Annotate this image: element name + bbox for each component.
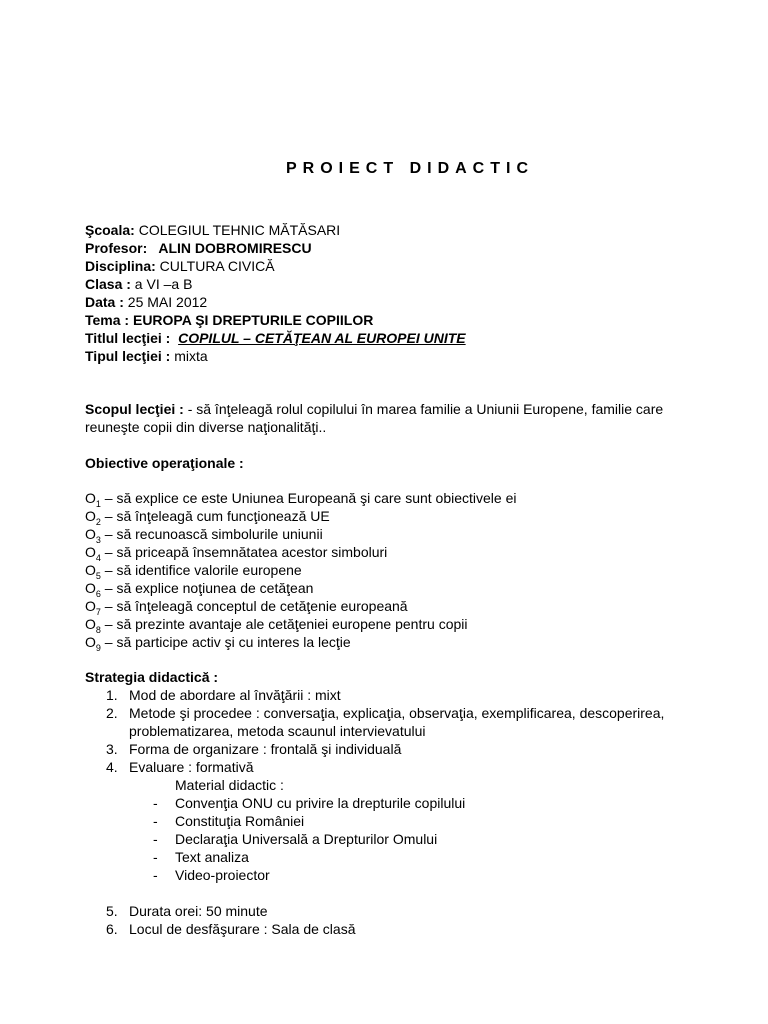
disciplina-label: Disciplina: (85, 258, 156, 274)
obiectiv-text: – să explice ce este Uniunea Europeană şi care sunt obiectivele ei (100, 490, 517, 506)
obiectiv-text: – să identifice valorile europene (100, 562, 302, 578)
dash-bullet: - (153, 831, 158, 847)
strategia-section (85, 668, 725, 938)
scoala-label: Şcoala: (85, 222, 135, 238)
obiectiv-item: $O_1$ – să explice ce este Uniunea Europeană şi care sunt obiectivele ei (85, 490, 517, 509)
item-number: 6. (106, 921, 118, 937)
scopul-text: - să înţeleagă rolul copilului în marea familie a Uniunii Europene, familie care reuneşte copii din diverse naţionalităţi.. (85, 401, 664, 435)
obiectiv-index: 7 (95, 606, 101, 617)
tema-line (85, 311, 725, 329)
page-title: PROIECT DIDACTIC (286, 160, 534, 177)
strategia-list (85, 686, 725, 776)
strategia-heading: Strategia didactică : (85, 669, 219, 685)
strategia-item (85, 920, 725, 938)
obiectiv-index: 5 (95, 570, 101, 581)
obiectiv-index: 6 (95, 588, 101, 599)
item-text: Forma de organizare : frontală şi individuală (129, 741, 402, 757)
material-item (85, 848, 725, 866)
disciplina-value: CULTURA CIVICĂ (155, 258, 275, 274)
material-text: Constituţia României (175, 813, 305, 829)
strategia-item (85, 704, 725, 740)
titlul-value: COPILUL – CETĂŢEAN AL EUROPEI UNITE (178, 330, 466, 346)
strategia-list-continued (85, 902, 725, 938)
material-item (85, 812, 725, 830)
material-didactic-label: Material didactic : (175, 777, 284, 793)
obiectiv-text: – să participe activ şi cu interes la lecţie (100, 634, 351, 650)
data-label: Data : (85, 294, 124, 310)
data-line (85, 293, 725, 311)
obiective-heading: Obiective operaţionale : (85, 455, 244, 471)
obiectiv-index: 9 (95, 642, 101, 653)
tipul-line (85, 347, 725, 365)
dash-bullet: - (153, 795, 158, 811)
obiectiv-item: $O_6$ – să explice noţiunea de cetăţean (85, 580, 314, 599)
item-number: 5. (106, 903, 118, 919)
profesor-label: Profesor: (85, 240, 148, 256)
obiectiv-item: $O_5$ – să identifice valorile europene (85, 562, 302, 581)
obiectiv-index: 3 (95, 534, 101, 545)
titlul-label: Titlul lecţiei : (85, 330, 171, 346)
material-text: Text analiza (175, 849, 249, 865)
dash-bullet: - (153, 813, 158, 829)
material-item (85, 866, 725, 884)
obiectiv-text: – să explice noţiunea de cetăţean (100, 580, 314, 596)
scoala-value: COLEGIUL TEHNIC MĂTĂSARI (134, 222, 341, 238)
material-text: Video-proiector (175, 867, 270, 883)
obiective-list (85, 489, 725, 651)
strategia-item (85, 740, 725, 758)
obiectiv-text: – să înţeleagă cum funcţionează UE (100, 508, 330, 524)
tipul-label: Tipul lecţiei : (85, 348, 171, 364)
scopul-paragraph (85, 400, 715, 436)
obiectiv-text: – să prezinte avantaje ale cetăţeniei europene pentru copii (100, 616, 468, 632)
obiectiv-index: 1 (95, 498, 101, 509)
profesor-value: ALIN DOBROMIRESCU (147, 240, 312, 256)
tipul-value: mixta (170, 348, 208, 364)
item-number: 4. (106, 759, 118, 775)
item-number: 2. (106, 705, 118, 721)
material-text: Declaraţia Universală a Drepturilor Omului (175, 831, 438, 847)
obiectiv-text: – să recunoască simbolurile uniunii (100, 526, 323, 542)
profesor-line (85, 239, 725, 257)
dash-bullet: - (153, 849, 158, 865)
strategia-item (85, 758, 725, 776)
tema-label: Tema : (85, 312, 130, 328)
item-number: 3. (106, 741, 118, 757)
obiectiv-text: – să priceapă însemnătatea acestor simboluri (100, 544, 388, 560)
item-text: Durata orei: 50 minute (129, 903, 268, 919)
obiectiv-index: 8 (95, 624, 101, 635)
material-item (85, 830, 725, 848)
item-text: Evaluare : formativă (129, 759, 254, 775)
scoala-line (85, 221, 725, 239)
obiectiv-index: 4 (95, 552, 101, 563)
obiectiv-item: $O_4$ – să priceapă însemnătatea acestor simboluri (85, 544, 388, 563)
material-item (85, 794, 725, 812)
clasa-label: Clasa : (85, 276, 131, 292)
material-text: Convenţia ONU cu privire la drepturile copilului (175, 795, 466, 811)
obiective-section (85, 454, 725, 472)
strategia-item (85, 902, 725, 920)
clasa-value: a VI –a B (130, 276, 193, 292)
scopul-label: Scopul lecţiei : (85, 401, 184, 417)
item-text: Metode şi procedee : conversaţia, explicaţia, observaţia, exemplificarea, descoperirea, problematizarea, metoda scaunul intervievatului (129, 705, 665, 739)
tema-value: EUROPA ŞI DREPTURILE COPIILOR (129, 312, 374, 328)
dash-bullet: - (153, 867, 158, 883)
item-number: 1. (106, 687, 118, 703)
obiectiv-index: 2 (95, 516, 101, 527)
obiectiv-item: $O_8$ – să prezinte avantaje ale cetăţeniei europene pentru copii (85, 616, 468, 635)
data-value: 25 MAI 2012 (123, 294, 208, 310)
obiectiv-item: $O_2$ – să înţeleagă cum funcţionează UE (85, 508, 330, 527)
obiectiv-item: $O_3$ – să recunoască simbolurile uniunii (85, 526, 323, 545)
obiectiv-text: – să înţeleagă conceptul de cetăţenie europeană (100, 598, 408, 614)
obiectiv-item: $O_7$ – să înţeleagă conceptul de cetăţenie europeană (85, 598, 408, 617)
obiectiv-item: $O_9$ – să participe activ şi cu interes la lecţie (85, 634, 351, 653)
titlul-line (85, 329, 725, 347)
item-text: Locul de desfăşurare : Sala de clasă (129, 921, 356, 937)
materials-list (85, 794, 725, 884)
header-info (85, 221, 725, 365)
clasa-line (85, 275, 725, 293)
disciplina-line (85, 257, 725, 275)
strategia-item (85, 686, 725, 704)
item-text: Mod de abordare al învăţării : mixt (129, 687, 341, 703)
